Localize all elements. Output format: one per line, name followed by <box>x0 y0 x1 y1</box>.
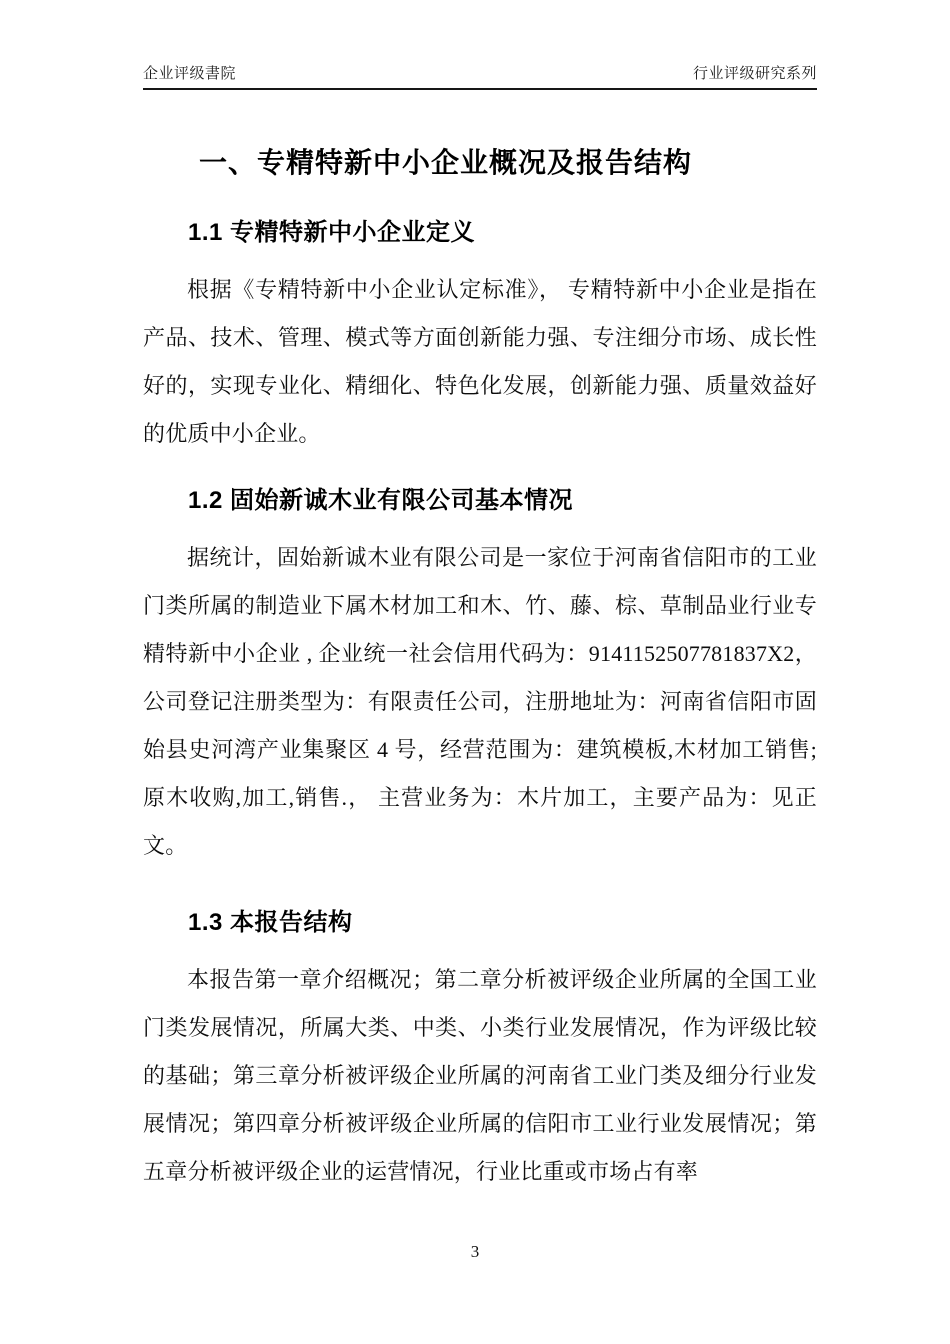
document-body <box>143 130 817 1196</box>
section-1-1 <box>143 218 817 458</box>
section-1-2 <box>143 486 817 870</box>
section-1-1-paragraph: 根据《专精特新中小企业认定标准》， 专精特新中小企业是指在产品、技术、管理、模式等方面创新能力强、专注细分市场、成长性好的，实现专业化、精细化、特色化发展，创新能力强、质量效益好的优质中小企业。 <box>143 277 817 446</box>
section-1-2-paragraph: 据统计，固始新诚木业有限公司是一家位于河南省信阳市的工业门类所属的制造业下属木材加工和木、竹、藤、棕、草制品业行业专精特新中小企业 , 企业统一社会信用代码为：9141152507781837X2，公司登记注册类型为：有限责任公司，注册地址为：河南省信阳市固始县史河湾产业集聚区 4 号，经营范围为：建筑模板,木材加工销售;原木收购,加工,销售.， 主营业务为：木片加工，主要产品为：见正文。 <box>143 545 817 858</box>
page-header <box>143 62 817 90</box>
section-1-3-paragraph: 本报告第一章介绍概况；第二章分析被评级企业所属的全国工业门类发展情况，所属大类、中类、小类行业发展情况，作为评级比较的基础；第三章分析被评级企业所属的河南省工业门类及细分行业发展情况；第四章分析被评级企业所属的信阳市工业行业发展情况；第五章分析被评级企业的运营情况，行业比重或市场占有率 <box>143 967 817 1184</box>
page-footer <box>0 1242 950 1262</box>
chapter-title: 一、专精特新中小企业概况及报告结构 <box>199 147 693 178</box>
section-heading-1-1: 1.1 专精特新中小企业定义 <box>188 219 476 246</box>
header-left-text: 企业评级書院 <box>143 65 237 82</box>
page-number: 3 <box>470 1242 480 1261</box>
section-heading-1-3: 1.3 本报告结构 <box>188 909 353 936</box>
section-1-3 <box>143 908 817 1196</box>
section-heading-1-2: 1.2 固始新诚木业有限公司基本情况 <box>188 487 574 514</box>
header-right-text: 行业评级研究系列 <box>692 65 817 82</box>
